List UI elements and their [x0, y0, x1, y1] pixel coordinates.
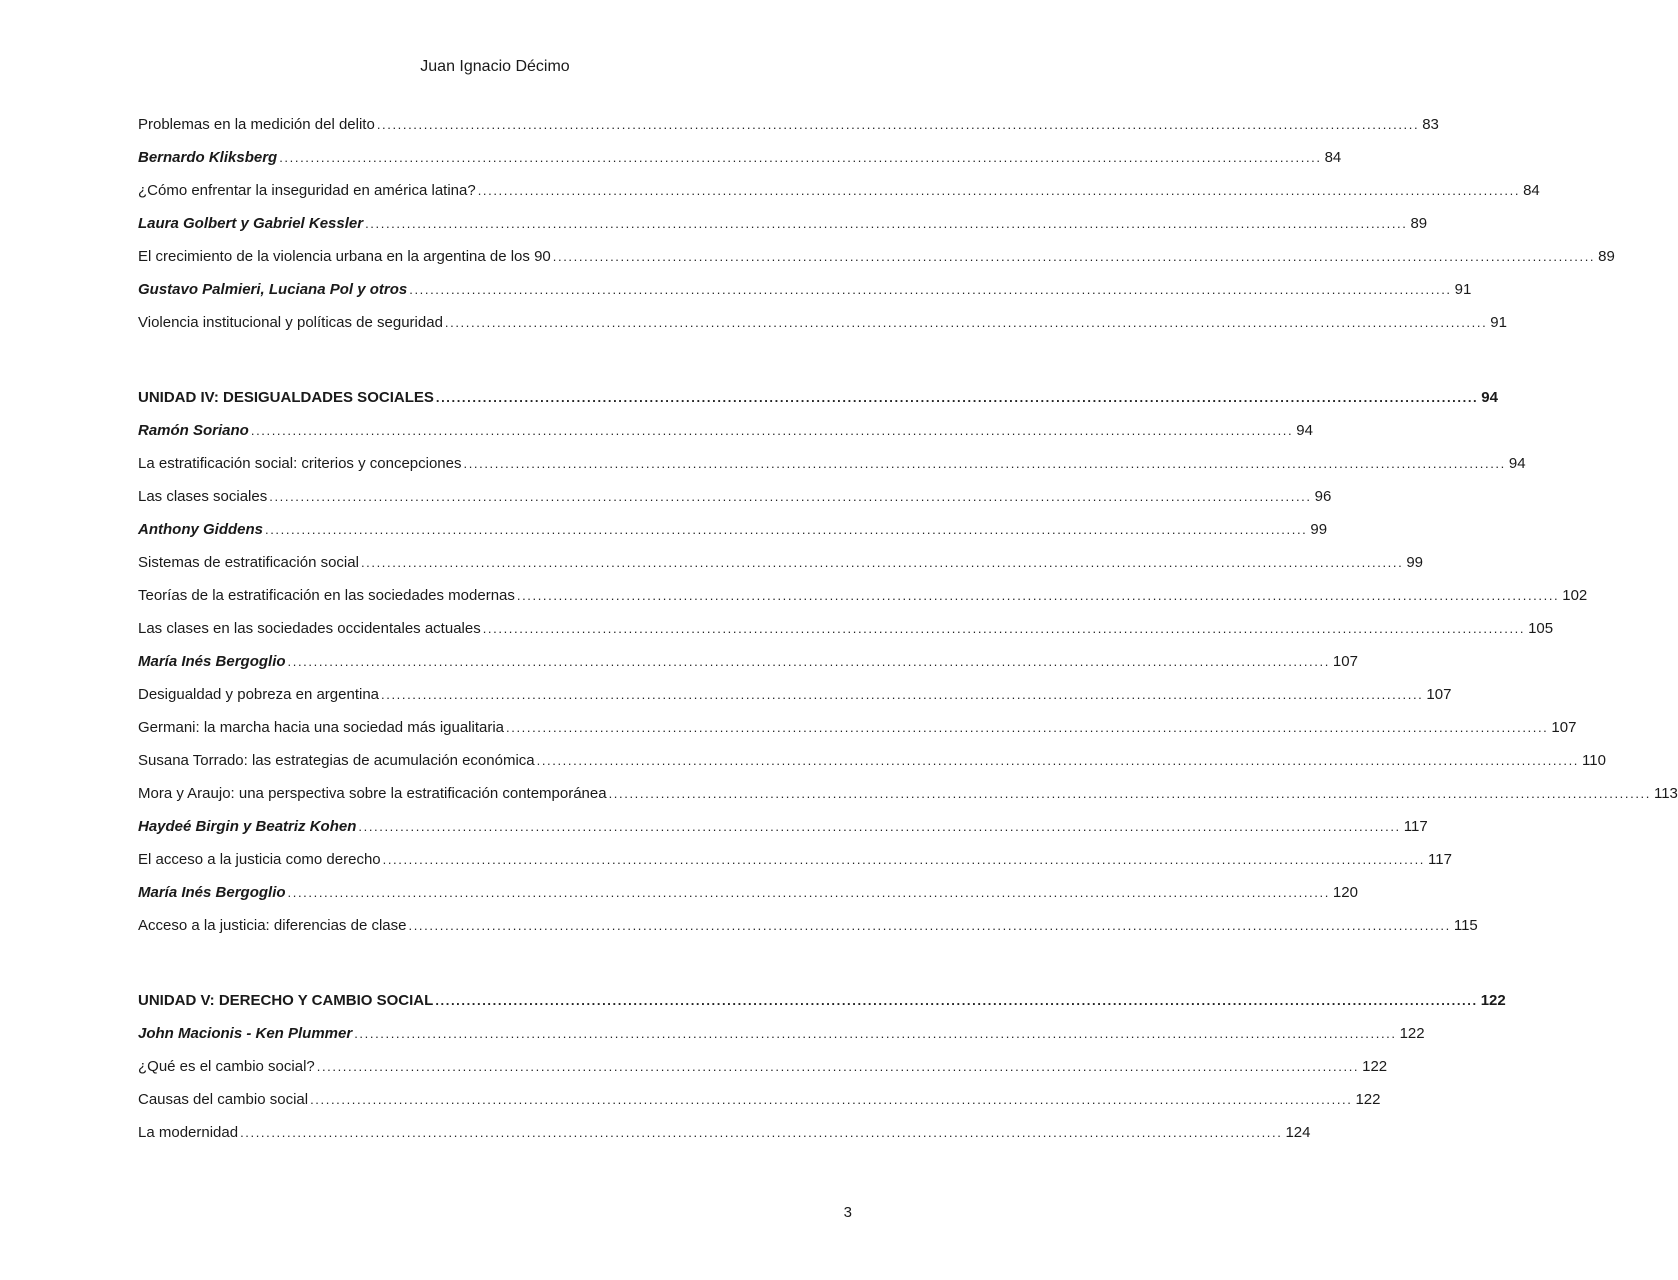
toc-entry-title: Bernardo Kliksberg: [138, 149, 278, 166]
toc-topic-entry[interactable]: [138, 179, 1540, 212]
toc-entry-title: Anthony Giddens: [138, 521, 263, 538]
toc-leader-dots: ........................................................................................................................................................................................................: [310, 1092, 1353, 1107]
toc-leader-dots: ........................................................................................................................................................................................................: [608, 786, 1651, 801]
toc-unit-title: UNIDAD V: DERECHO Y CAMBIO SOCIAL: [138, 992, 434, 1009]
toc-leader-dots: ........................................................................................................................................................................................................: [354, 1026, 1397, 1041]
toc-entry-page: 99: [1406, 554, 1423, 571]
toc-entry-page: 102: [1562, 587, 1588, 604]
toc-leader-dots: ........................................................................................................................................................................................................: [265, 522, 1308, 537]
toc-topic-entry[interactable]: [138, 749, 1606, 782]
toc-leader-dots: ........................................................................................................................................................................................................: [516, 588, 1560, 603]
toc-leader-dots: ........................................................................................................................................................................................................: [376, 117, 1420, 132]
toc-entry-page: 94: [1296, 422, 1313, 439]
toc-entry-title: María Inés Bergoglio: [138, 653, 286, 670]
toc-entry-page: 84: [1324, 149, 1342, 166]
toc-leader-dots: ........................................................................................................................................................................................................: [381, 687, 1424, 702]
toc-entry-title: La modernidad: [138, 1124, 239, 1141]
toc-entry-page: 105: [1528, 620, 1554, 637]
toc-entry-page: 122: [1355, 1091, 1381, 1108]
toc-entry-page: 122: [1362, 1058, 1388, 1075]
toc-unit-title: UNIDAD IV: DESIGUALDADES SOCIALES: [138, 389, 434, 406]
toc-entry-page: 91: [1454, 281, 1472, 298]
toc-leader-dots: ........................................................................................................................................................................................................: [477, 183, 1521, 198]
toc-leader-dots: ........................................................................................................................................................................................................: [269, 489, 1312, 504]
toc-entry-page: 107: [1551, 719, 1577, 736]
toc-leader-dots: ........................................................................................................................................................................................................: [552, 249, 1596, 264]
toc-entry-title: La estratificación social: criterios y concepciones: [138, 455, 462, 472]
toc-group-unit3-tail: [138, 113, 1615, 344]
toc-entry-title: Desigualdad y pobreza en argentina: [138, 686, 380, 703]
toc-entry-title: John Macionis - Ken Plummer: [138, 1025, 353, 1042]
toc-leader-dots: ........................................................................................................................................................................................................: [287, 654, 1330, 669]
toc-leader-dots: ........................................................................................................................................................................................................: [365, 216, 1408, 231]
toc-topic-entry[interactable]: [138, 914, 1478, 947]
toc-entry-title: Mora y Araujo: una perspectiva sobre la estratificación contemporánea: [138, 785, 607, 802]
toc-entry-title: María Inés Bergoglio: [138, 884, 286, 901]
toc-entry-title: Germani: la marcha hacia una sociedad más igualitaria: [138, 719, 505, 736]
toc-leader-dots: ........................................................................................................................................................................................................: [316, 1059, 1360, 1074]
toc-entry-title: Las clases sociales: [138, 488, 268, 505]
toc-leader-dots: ........................................................................................................................................................................................................: [360, 555, 1404, 570]
toc-topic-entry[interactable]: [138, 617, 1554, 650]
toc-topic-entry[interactable]: [138, 683, 1452, 716]
toc-group-unit4: [138, 419, 1678, 947]
toc-topic-entry[interactable]: [138, 848, 1452, 881]
toc-entry-title: Las clases en las sociedades occidentales actuales: [138, 620, 481, 637]
toc-entry-page: 113: [1653, 785, 1678, 802]
toc-entry-page: 124: [1285, 1124, 1311, 1141]
toc-leader-dots: ........................................................................................................................................................................................................: [279, 150, 1322, 165]
toc-author-entry[interactable]: [138, 146, 1342, 179]
toc-entry-title: Acceso a la justicia: diferencias de clase: [138, 917, 407, 934]
toc-leader-dots: ........................................................................................................................................................................................................: [409, 282, 1452, 297]
toc-leader-dots: ........................................................................................................................................................................................................: [506, 720, 1549, 735]
toc-entry-page: 91: [1490, 314, 1507, 331]
toc-topic-entry[interactable]: [138, 245, 1615, 278]
toc-entry-page: 117: [1428, 851, 1452, 868]
toc-entry-title: Sistemas de estratificación social: [138, 554, 359, 571]
toc-entry-title: Problemas en la medición del delito: [138, 116, 375, 133]
toc-leader-dots: ........................................................................................................................................................................................................: [287, 885, 1330, 900]
toc-entry-page: 99: [1310, 521, 1328, 538]
toc-entry-page: 84: [1523, 182, 1540, 199]
toc-author-entry[interactable]: [138, 212, 1428, 245]
toc-topic-entry[interactable]: [138, 452, 1526, 485]
toc-entry-page: 122: [1399, 1025, 1425, 1042]
toc-author-entry[interactable]: [138, 518, 1328, 551]
running-header: Juan Ignacio Décimo: [420, 58, 570, 75]
toc-entry-title: Causas del cambio social: [138, 1091, 309, 1108]
toc-entry-title: Teorías de la estratificación en las sociedades modernas: [138, 587, 515, 604]
toc-entry-page: 83: [1422, 116, 1439, 133]
toc-entry-page: 107: [1332, 653, 1358, 670]
table-of-contents: [138, 113, 1678, 1154]
toc-entry-page: 89: [1410, 215, 1428, 232]
toc-topic-entry[interactable]: [138, 485, 1332, 518]
toc-entry-page: 117: [1403, 818, 1428, 835]
toc-entry-title: Ramón Soriano: [138, 422, 249, 439]
toc-topic-entry[interactable]: [138, 1088, 1381, 1121]
toc-author-entry[interactable]: [138, 881, 1358, 914]
toc-entry-title: Haydeé Birgin y Beatriz Kohen: [138, 818, 357, 835]
toc-entry-title: El acceso a la justicia como derecho: [138, 851, 381, 868]
toc-unit-page: 122: [1480, 992, 1506, 1009]
toc-topic-entry[interactable]: [138, 551, 1423, 584]
toc-topic-entry[interactable]: [138, 311, 1507, 344]
toc-entry-page: 110: [1582, 752, 1606, 769]
toc-author-entry[interactable]: [138, 1022, 1425, 1055]
toc-entry-title: El crecimiento de la violencia urbana en la argentina de los 90: [138, 248, 551, 265]
toc-leader-dots: ........................................................................................................................................................................................................: [408, 918, 1451, 933]
toc-leader-dots: ........................................................................................................................................................................................................: [444, 315, 1488, 330]
toc-entry-page: 120: [1332, 884, 1358, 901]
toc-topic-entry[interactable]: [138, 716, 1577, 749]
toc-leader-dots: ........................................................................................................................................................................................................: [382, 852, 1425, 867]
toc-unit-page: 94: [1481, 389, 1498, 406]
page-number: 3: [843, 1204, 852, 1221]
toc-topic-entry[interactable]: [138, 584, 1588, 617]
toc-leader-dots: ........................................................................................................................................................................................................: [250, 423, 1294, 438]
toc-entry-title: Laura Golbert y Gabriel Kessler: [138, 215, 364, 232]
toc-entry-page: 115: [1453, 917, 1478, 934]
toc-entry-title: Gustavo Palmieri, Luciana Pol y otros: [138, 281, 408, 298]
toc-entry-page: 107: [1426, 686, 1452, 703]
toc-author-entry[interactable]: [138, 650, 1358, 683]
toc-entry-page: 96: [1314, 488, 1332, 505]
toc-unit-heading[interactable]: [138, 386, 1498, 419]
toc-entry-title: ¿Qué es el cambio social?: [138, 1058, 315, 1075]
toc-author-entry[interactable]: [138, 278, 1472, 311]
toc-leader-dots: ........................................................................................................................................................................................................: [435, 993, 1478, 1008]
toc-entry-title: Violencia institucional y políticas de seguridad: [138, 314, 443, 331]
toc-author-entry[interactable]: [138, 815, 1428, 848]
toc-leader-dots: ........................................................................................................................................................................................................: [435, 390, 1479, 405]
toc-topic-entry[interactable]: [138, 1121, 1311, 1154]
toc-unit-heading[interactable]: [138, 989, 1506, 1022]
toc-leader-dots: ........................................................................................................................................................................................................: [536, 753, 1579, 768]
toc-topic-entry[interactable]: [138, 1055, 1388, 1088]
toc-entry-title: Susana Torrado: las estrategias de acumulación económica: [138, 752, 535, 769]
toc-author-entry[interactable]: [138, 419, 1313, 452]
toc-leader-dots: ........................................................................................................................................................................................................: [463, 456, 1506, 471]
toc-leader-dots: ........................................................................................................................................................................................................: [240, 1125, 1283, 1140]
toc-entry-title: ¿Cómo enfrentar la inseguridad en américa latina?: [138, 182, 476, 199]
toc-topic-entry[interactable]: [138, 113, 1439, 146]
toc-group-unit5: [138, 1022, 1425, 1154]
toc-topic-entry[interactable]: [138, 782, 1678, 815]
toc-entry-page: 89: [1598, 248, 1615, 265]
toc-leader-dots: ........................................................................................................................................................................................................: [358, 819, 1401, 834]
toc-leader-dots: ........................................................................................................................................................................................................: [482, 621, 1526, 636]
toc-entry-page: 94: [1508, 455, 1526, 472]
